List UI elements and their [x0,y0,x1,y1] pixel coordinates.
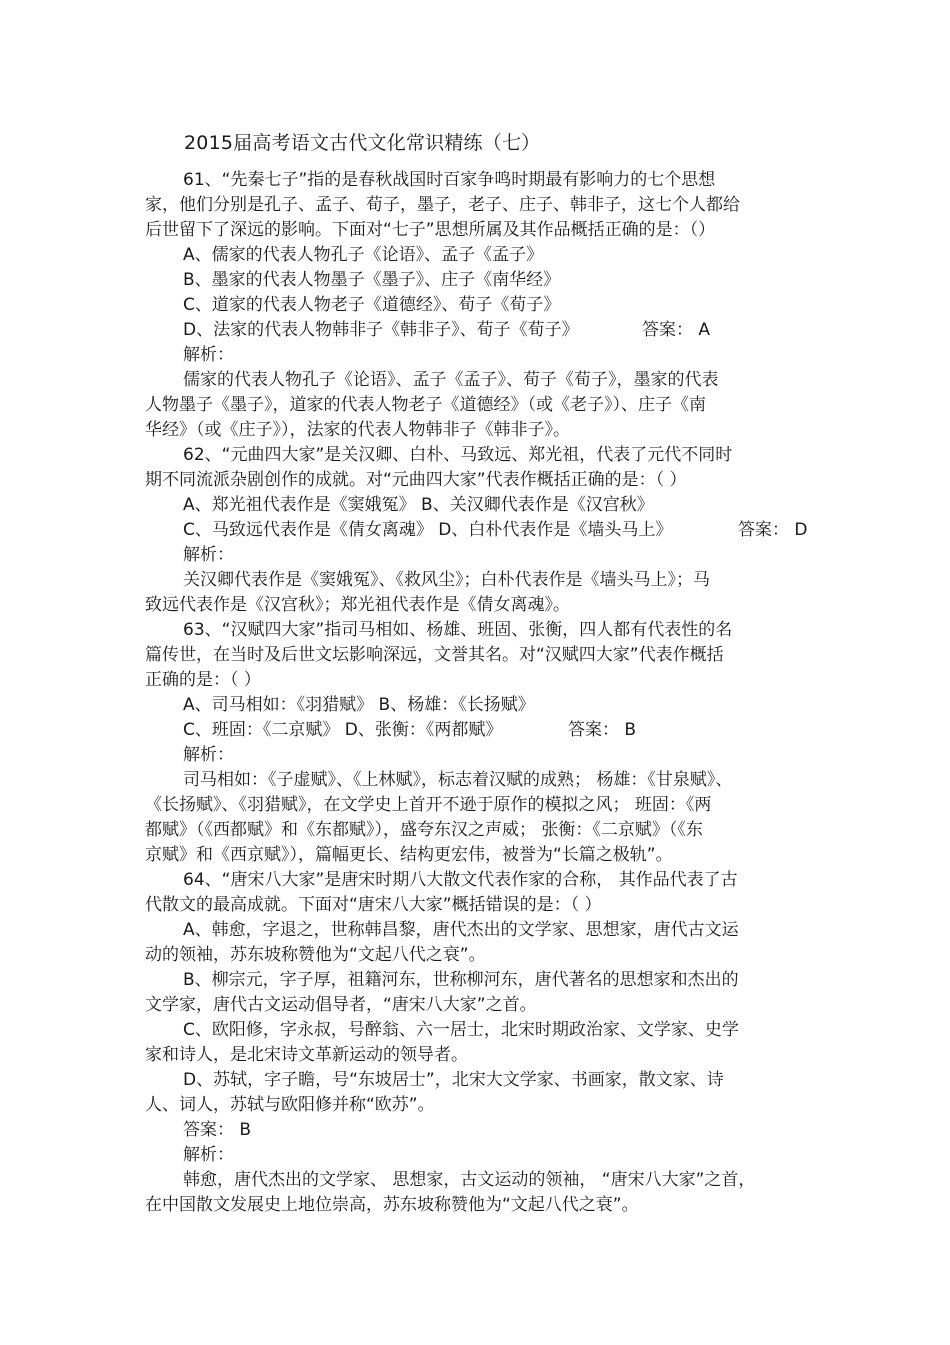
q63-line-1: 63、“汉赋四大家”指司马相如、杨雄、班固、张衡，四人都有代表性的名 [183,620,733,640]
q62-analysis-label: 解析： [183,545,234,565]
q62-options-ab: A、郑光祖代表作是《窦娥冤》 B、关汉卿代表作是《汉宫秋》 [183,495,654,515]
q63-line-2: 篇传世，在当时及后世文坛影响深远，文誉其名。对“汉赋四大家”代表作概括 [145,645,724,665]
q62-options-cd: C、马致远代表作是《倩女离魂》 D、白朴代表作是《墙头马上》 [183,520,673,540]
q63-analysis-line-3: 都赋》（《西都赋》和《东都赋》），盛夸东汉之声威； 张衡：《二京赋》（《东 [145,820,703,840]
q62-analysis-line-2: 致远代表作是《汉宫秋》；郑光祖代表作是《倩女离魂》。 [145,595,570,615]
q63-options-ab: A、司马相如：《羽猎赋》 B、杨雄：《长扬赋》 [183,695,535,715]
q64-option-c-line-2: 家和诗人，是北宋诗文革新运动的领导者。 [145,1045,468,1065]
q63-analysis-label: 解析： [183,745,234,765]
q64-line-2: 代散文的最高成就。下面对“唐宋八大家”概括错误的是：（ ） [145,895,602,915]
q61-analysis-line-3: 华经》（或《庄子》），法家的代表人物韩非子《韩非子》。 [145,420,570,440]
q61-answer: 答案： A [642,320,711,340]
q64-option-a-line-2: 动的领袖，苏东坡称赞他为“文起八代之衰”。 [145,945,486,965]
q61-line-2: 家，他们分别是孔子、孟子、荀子，墨子，老子、庄子、韩非子，这七个人都给 [145,195,740,215]
page-title: 2015届高考语文古代文化常识精练（七） [184,132,541,154]
q64-line-1: 64、“唐宋八大家”是唐宋时期八大散文代表作家的合称， 其作品代表了古 [183,870,738,890]
q61-option-b: B、墨家的代表人物墨子《墨子》、庄子《南华经》 [183,270,561,290]
q63-analysis-line-4: 京赋》和《西京赋》），篇幅更长、结构更宏伟，被誉为“长篇之极轨”。 [145,845,673,865]
q64-analysis-line-2: 在中国散文发展史上地位崇高，苏东坡称赞他为“文起八代之衰”。 [145,1195,639,1215]
q64-option-b-line-1: B、柳宗元，字子厚，祖籍河东，世称柳河东，唐代著名的思想家和杰出的 [183,970,739,990]
q63-options-cd: C、班固：《二京赋》 D、张衡：《两都赋》 [183,720,503,740]
q61-analysis-line-1: 儒家的代表人物孔子《论语》、孟子《孟子》、荀子《荀子》，墨家的代表 [183,370,719,390]
q61-analysis-label: 解析： [183,345,234,365]
q61-analysis-line-2: 人物墨子《墨子》，道家的代表人物老子《道德经》（或《老子》）、庄子《南 [145,395,706,415]
q63-analysis-line-2: 《长扬赋》、《羽猎赋》，在文学史上首开不逊于原作的模拟之风； 班固：《两 [145,795,712,815]
q61-line-1: 61、“先秦七子”指的是春秋战国时百家争鸣时期最有影响力的七个思想 [183,170,716,190]
q64-option-c-line-1: C、欧阳修，字永叔，号醉翁、六一居士，北宋时期政治家、文学家、史学 [183,1020,739,1040]
q61-line-3: 后世留下了深远的影响。下面对“七子”思想所属及其作品概括正确的是：（） [145,220,716,240]
q64-answer: 答案： B [183,1120,252,1140]
q64-option-d-line-2: 人、词人，苏轼与欧阳修并称“欧苏”。 [145,1095,435,1115]
q61-option-c: C、道家的代表人物老子《道德经》、荀子《荀子》 [183,295,561,315]
q64-analysis-line-1: 韩愈，唐代杰出的文学家、 思想家，古文运动的领袖， “唐宋八大家”之首， [183,1170,756,1190]
q61-option-d: D、法家的代表人物韩非子《韩非子》、荀子《荀子》 [183,320,579,340]
q63-analysis-line-1: 司马相如：《子虚赋》、《上林赋》，标志着汉赋的成熟； 杨雄：《甘泉赋》、 [183,770,733,790]
q63-line-3: 正确的是：（ ） [145,670,261,690]
q62-answer: 答案： D [738,520,808,540]
q63-answer: 答案： B [568,720,637,740]
q62-line-2: 期不同流派杂剧创作的成就。对“元曲四大家”代表作概括正确的是：（ ） [145,470,687,490]
q62-line-1: 62、“元曲四大家”是关汉卿、白朴、马致远、郑光祖，代表了元代不同时 [183,445,733,465]
q62-analysis-line-1: 关汉卿代表作是《窦娥冤》、《救风尘》；白朴代表作是《墙头马上》；马 [183,570,710,590]
q64-option-b-line-2: 文学家，唐代古文运动倡导者，“唐宋八大家”之首。 [145,995,537,1015]
q64-option-a-line-1: A、韩愈，字退之，世称韩昌黎，唐代杰出的文学家、思想家，唐代古文运 [183,920,739,940]
q64-option-d-line-1: D、苏轼，字子瞻，号“东坡居士”，北宋大文学家、书画家，散文家、诗 [183,1070,724,1090]
q61-option-a: A、儒家的代表人物孔子《论语》、孟子《孟子》 [183,245,544,265]
q64-analysis-label: 解析： [183,1145,234,1165]
